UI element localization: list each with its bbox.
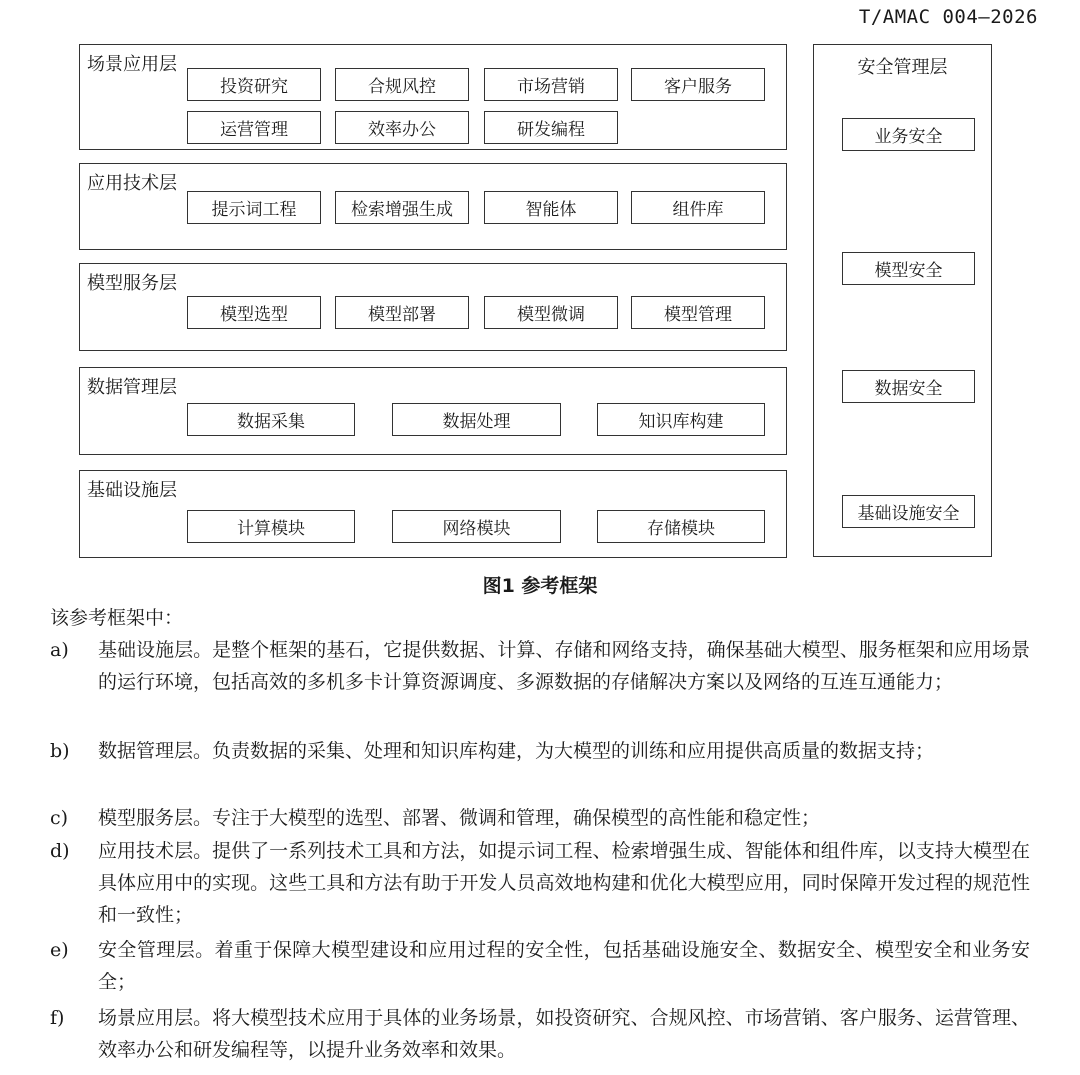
figure-caption: 图1 参考框架 — [482, 575, 598, 597]
module-box: 研发编程 — [484, 111, 618, 144]
module-box: 智能体 — [484, 191, 618, 224]
standard-code: T/AMAC 004—2026 — [858, 6, 1038, 28]
module-box: 数据处理 — [392, 403, 561, 436]
item-text: 安全管理层。着重于保障大模型建设和应用过程的安全性，包括基础设施安全、数据安全、模型安全和业务安全； — [98, 939, 1030, 993]
list-item — [50, 934, 1030, 998]
module-box: 组件库 — [631, 191, 765, 224]
layer-title: 场景应用层 — [87, 54, 177, 75]
list-item — [50, 735, 1030, 767]
layer-title: 安全管理层 — [857, 57, 948, 78]
item-text: 数据管理层。负责数据的采集、处理和知识库构建，为大模型的训练和应用提供高质量的数据支持； — [98, 740, 935, 762]
layer-title: 基础设施层 — [87, 480, 177, 501]
module-box: 检索增强生成 — [335, 191, 469, 224]
list-item — [50, 802, 1030, 834]
module-box: 模型部署 — [335, 296, 469, 329]
layer-scenario-application — [79, 44, 787, 150]
item-label: f) — [50, 1007, 65, 1029]
module-box: 市场营销 — [484, 68, 618, 101]
layer-title: 应用技术层 — [87, 173, 177, 194]
item-label: d) — [50, 840, 70, 862]
module-box: 知识库构建 — [597, 403, 765, 436]
item-text: 基础设施层。是整个框架的基石，它提供数据、计算、存储和网络支持，确保基础大模型、服务框架和应用场景的运行环境，包括高效的多机多卡计算资源调度、多源数据的存储解决方案以及网络的互连互通能力； — [98, 639, 1030, 693]
security-module-box: 模型安全 — [842, 252, 975, 285]
item-label: e) — [50, 939, 69, 961]
security-module-box: 基础设施安全 — [842, 495, 975, 528]
layer-security-management — [813, 44, 992, 557]
list-item — [50, 1002, 1030, 1066]
module-box: 模型管理 — [631, 296, 765, 329]
item-label: a) — [50, 639, 69, 661]
item-text: 模型服务层。专注于大模型的选型、部署、微调和管理，确保模型的高性能和稳定性； — [98, 807, 821, 829]
layer-infrastructure — [79, 470, 787, 558]
module-box: 计算模块 — [187, 510, 355, 543]
list-item — [50, 835, 1030, 931]
list-item — [50, 634, 1030, 698]
item-text: 场景应用层。将大模型技术应用于具体的业务场景，如投资研究、合规风控、市场营销、客户服务、运营管理、效率办公和研发编程等，以提升业务效率和效果。 — [98, 1007, 1030, 1061]
item-label: b) — [50, 740, 70, 762]
module-box: 模型选型 — [187, 296, 321, 329]
module-box: 提示词工程 — [187, 191, 321, 224]
layer-application-technology — [79, 163, 787, 250]
intro-text: 该参考框架中： — [50, 607, 184, 629]
module-box: 效率办公 — [335, 111, 469, 144]
module-box: 合规风控 — [335, 68, 469, 101]
security-module-box: 业务安全 — [842, 118, 975, 151]
layer-data-management — [79, 367, 787, 455]
module-box: 客户服务 — [631, 68, 765, 101]
module-box: 数据采集 — [187, 403, 355, 436]
layer-model-service — [79, 263, 787, 351]
module-box: 投资研究 — [187, 68, 321, 101]
module-box: 网络模块 — [392, 510, 561, 543]
layer-title: 数据管理层 — [87, 377, 177, 398]
module-box: 运营管理 — [187, 111, 321, 144]
security-module-box: 数据安全 — [842, 370, 975, 403]
item-label: c) — [50, 807, 69, 829]
item-text: 应用技术层。提供了一系列技术工具和方法，如提示词工程、检索增强生成、智能体和组件库，以支持大模型在具体应用中的实现。这些工具和方法有助于开发人员高效地构建和优化大模型应用，同时保障开发过程的规范性和一致性； — [98, 840, 1030, 926]
layer-title: 模型服务层 — [87, 273, 177, 294]
module-box: 模型微调 — [484, 296, 618, 329]
module-box: 存储模块 — [597, 510, 765, 543]
